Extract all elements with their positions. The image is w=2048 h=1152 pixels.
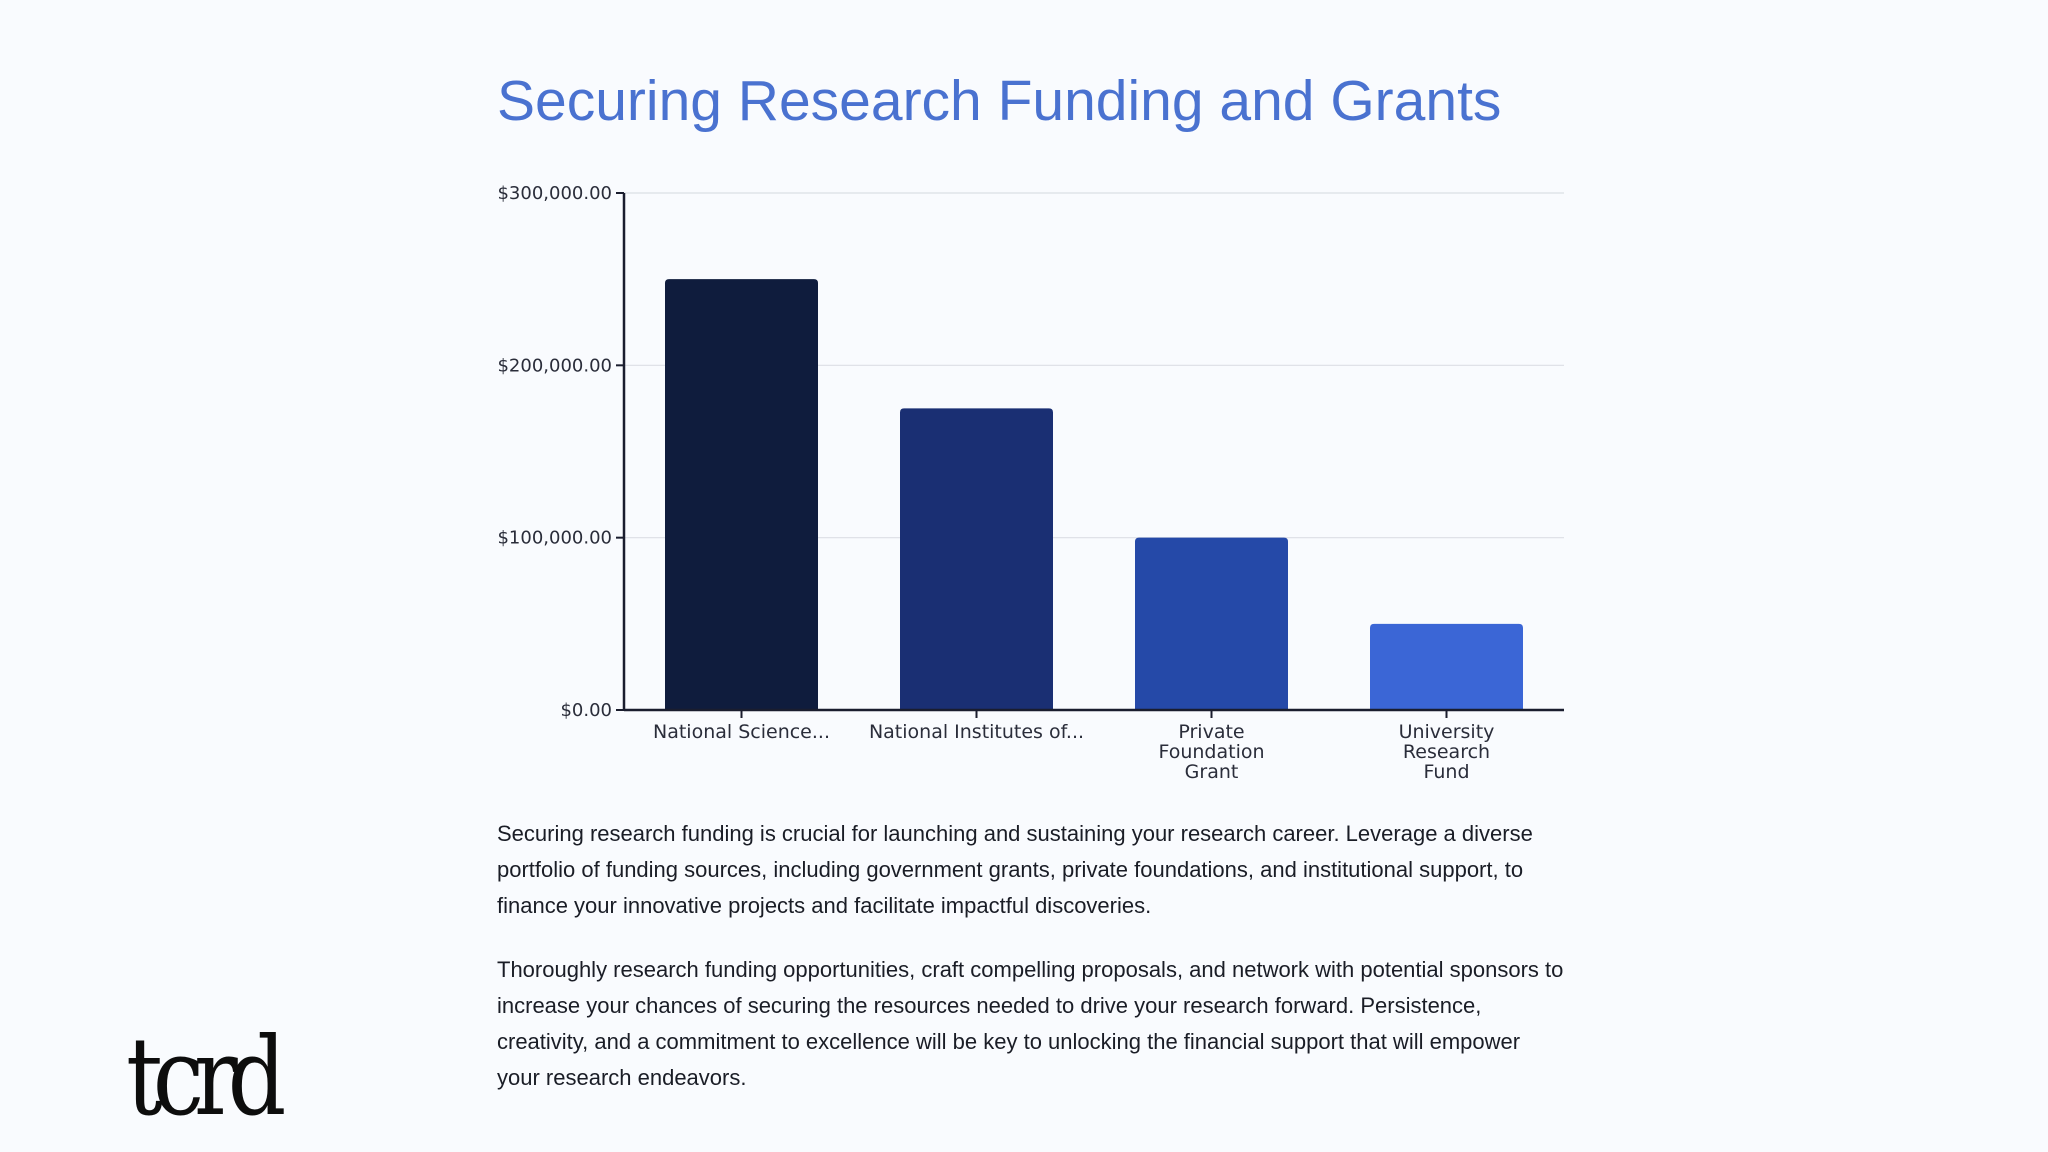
x-tick-label: National Institutes of... (868, 721, 1085, 743)
y-tick-label: $200,000.00 (497, 355, 612, 377)
x-tick-labels (653, 721, 1494, 783)
bars (665, 279, 1523, 710)
x-tick-label: University Research Fund (1398, 721, 1495, 783)
body-paragraph-2: Thoroughly research funding opportunities, craft compelling proposals, and network with potential sponsors to increase your chances of securing the resources needed to drive your research forward. Persistence, creativity, and a commitment to excellence will be key to unlocking the financial support that will empower your research endeavors. (497, 957, 1564, 1090)
bar-3 (1135, 538, 1288, 710)
bar-4 (1370, 624, 1523, 710)
x-tick-label: National Science... (653, 721, 830, 743)
body-paragraph-1: Securing research funding is crucial for launching and sustaining your research career. Leverage a diverse portfolio of funding sources, including government grants, private foundations, and institutional support, to finance your innovative projects and facilitate impactful discoveries. (497, 821, 1533, 918)
tcrd-logo: tcrd (126, 1015, 277, 1140)
bar-1 (665, 279, 818, 710)
bar-2 (900, 408, 1053, 710)
y-tick-label: $100,000.00 (497, 527, 612, 549)
y-tick-label: $300,000.00 (497, 183, 612, 204)
funding-bar-chart (480, 170, 1580, 800)
x-tick-label: Private Foundation Grant (1158, 721, 1265, 783)
y-tick-labels (497, 183, 612, 721)
y-tick-label: $0.00 (560, 700, 612, 721)
page-title: Securing Research Funding and Grants (497, 69, 1502, 133)
